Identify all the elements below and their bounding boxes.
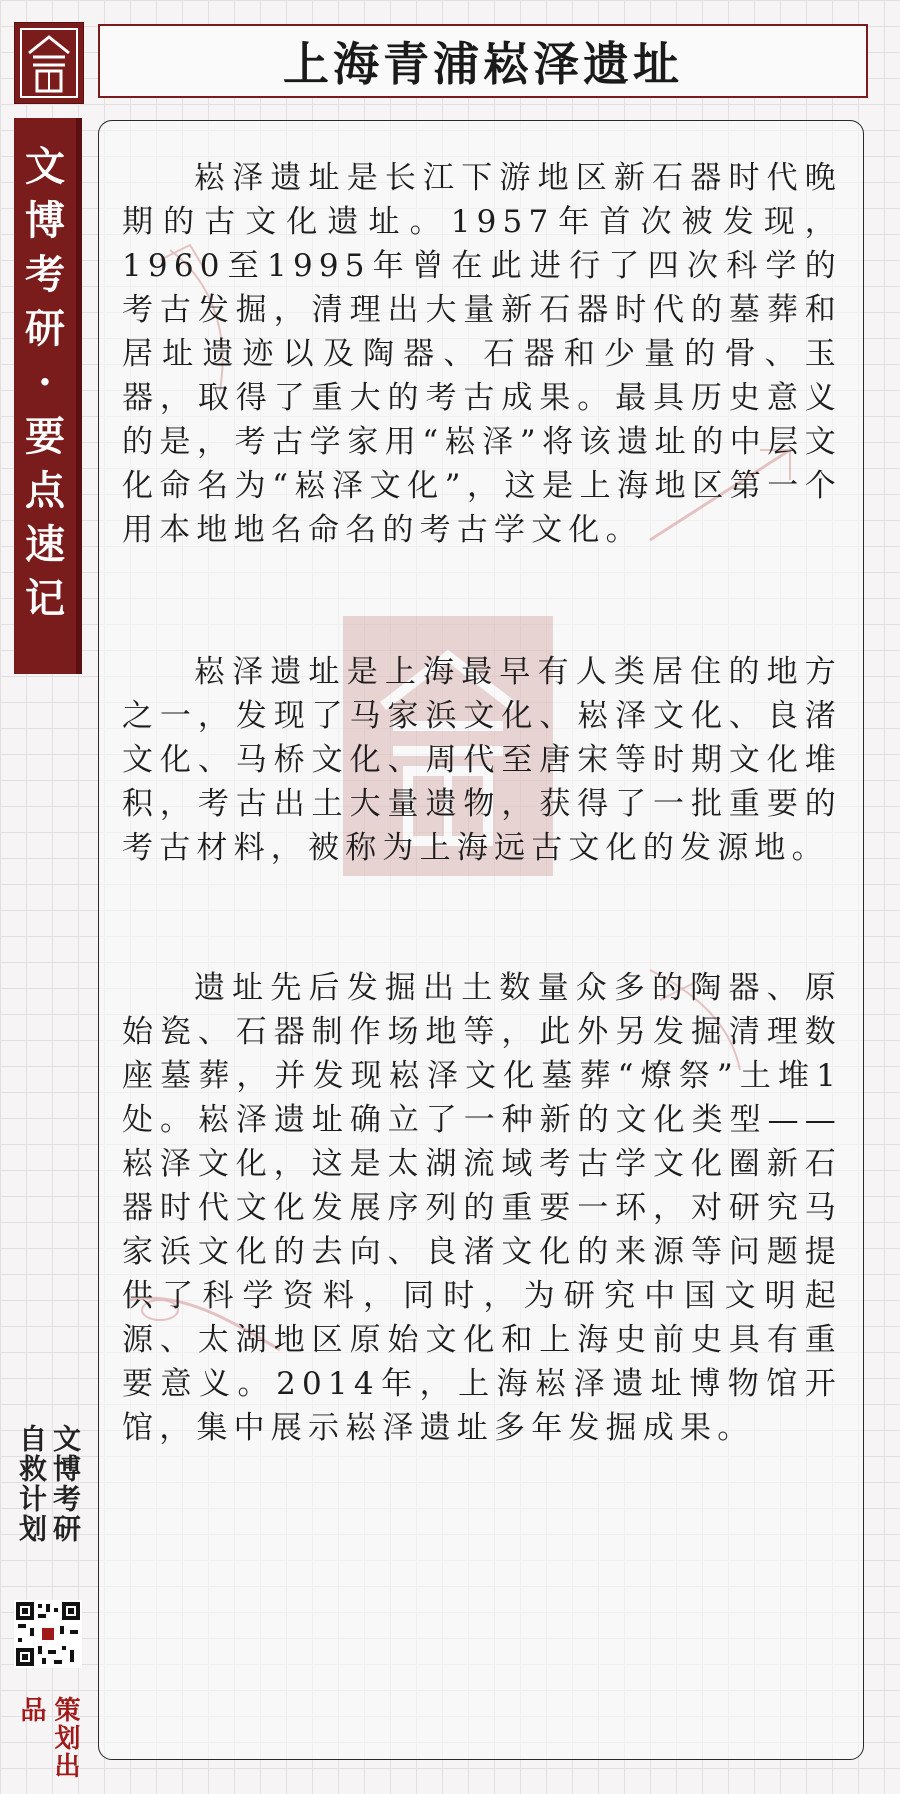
banner-char: 博 (25, 197, 65, 244)
credit-block (14, 1424, 82, 1544)
building-seal-icon (15, 23, 83, 103)
banner-char: 要 (25, 413, 65, 460)
paragraph-1: 崧泽遗址是长江下游地区新石器时代晚期的古文化遗址。1957年首次被发现，1960至1995年曾在此进行了四次科学的考古发掘，清理出大量新石器时代的墓葬和居址遗迹以及陶器、石器和少量的骨、玉器，取得了重大的考古成果。最具历史意义的是，考古学家用“崧泽”将该遗址的中层文化命名为“崧泽文化”，这是上海地区第一个用本地地名命名的考古学文化。 (122, 160, 842, 548)
page-title: 上海青浦崧泽遗址 (283, 37, 683, 91)
paragraph-2: 崧泽遗址是上海最早有人类居住的地方之一，发现了马家浜文化、崧泽文化、良渚文化、马桥文化、周代至唐宋等时期文化堆积，考古出土大量遗物，获得了一批重要的考古材料，被称为上海远古文化的发源地。 (122, 654, 842, 866)
banner-char: 速 (25, 521, 65, 568)
banner-char: · (38, 359, 52, 406)
banner-char: 研 (25, 305, 65, 352)
producer-credit: 策划出品 (16, 1696, 80, 1780)
banner-char: 考 (25, 251, 65, 298)
banner-char: 文 (25, 143, 65, 190)
brand-logo (14, 22, 84, 104)
paragraph-3: 遗址先后发掘出土数量众多的陶器、原始瓷、石器制作场地等，此外另发掘清理数座墓葬，并发现崧泽文化墓葬“燎祭”土堆1处。崧泽遗址确立了一种新的文化类型——崧泽文化，这是太湖流域考古学文化圈新石器时代文化发展序列的重要一环，对研究马家浜文化的去向、良渚文化的来源等问题提供了科学资料，同时，为研究中国文明起源、太湖地区原始文化和上海史前史具有重要意义。2014年，上海崧泽遗址博物馆开馆，集中展示崧泽遗址多年发掘成果。 (122, 970, 842, 1446)
qr-code-icon[interactable] (14, 1600, 82, 1668)
banner-char: 记 (25, 575, 65, 622)
credit-line: 文博考研 (49, 1424, 82, 1544)
banner-char: 点 (25, 467, 65, 514)
side-banner (14, 118, 82, 674)
title-bar (98, 24, 868, 98)
credit-line: 自救计划 (15, 1424, 48, 1544)
